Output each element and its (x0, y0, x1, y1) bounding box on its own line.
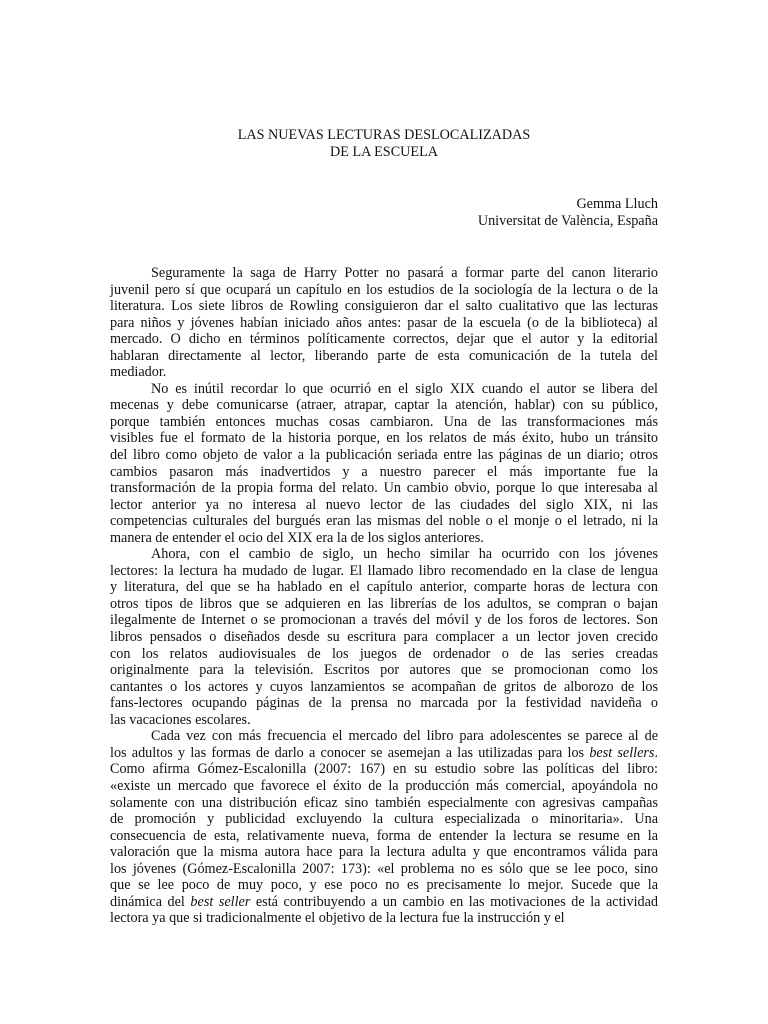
paragraph-line: mercado. O dicho en términos políticamente correctos, dejar que el autor y la editorial (110, 331, 658, 348)
paragraph-line: cambios pasaron más inadvertidos y a nuestro parecer el más importante fue la (110, 463, 658, 480)
paragraph-line: Ahora, con el cambio de siglo, un hecho similar ha ocurrido con los jóvenes (151, 546, 658, 563)
paragraph-line: juvenil pero sí que ocupará un capítulo en los estudios de la sociología de la lectura o de la (110, 281, 658, 298)
paragraph (110, 381, 658, 546)
title-line-1: LAS NUEVAS LECTURAS DESLOCALIZADAS (237, 127, 531, 143)
paragraph-line: transformación de la propia forma del relato. Un cambio obvio, porque lo que interesaba al (110, 480, 658, 497)
paragraph (110, 546, 658, 728)
paragraph (110, 728, 658, 927)
paragraph-line: del libro como objeto de valor a la publicación seriada entre las páginas de un diario; otros (110, 447, 658, 464)
paragraph-line: libros pensados o diseñados desde su escritura para complacer a un lector joven crecido (110, 629, 658, 646)
paragraph-line: y literatura, del que se ha hablado en el capítulo anterior, comparte horas de lectura con (110, 579, 658, 596)
paragraph-line: mediador. (110, 364, 167, 381)
paragraph-line: de promoción y publicidad excluyendo la cultura especializada o minoritaria». Una (110, 811, 658, 828)
paragraph-line: lector anterior ya no interesa al nuevo lector de las ciudades del siglo XIX, ni las (110, 496, 658, 513)
paragraph-line: Cada vez con más frecuencia el mercado del libro para adolescentes se parece al de (151, 728, 658, 745)
paragraph-line: hablaran directamente al lector, liberando parte de esta comunicación de la tutela del (110, 347, 658, 364)
paragraph-line: literatura. Los siete libros de Rowling consiguieron dar el salto cualitativo que las lecturas (110, 298, 658, 315)
paragraph-line: para niños y jóvenes habían iniciado años antes: pasar de la escuela (o de la biblioteca) al (110, 314, 658, 331)
paragraph-line: los adultos y las formas de darlo a conocer se asemejan a las utilizadas para los best sellers. (110, 744, 658, 761)
paragraph-line: las vacaciones escolares. (110, 711, 251, 728)
author-block (110, 196, 658, 230)
author-affiliation: Universitat de València, España (477, 213, 658, 229)
paragraph-line: ilegalmente de Internet o se promocionan a través del móvil y de los foros de lectores. Son (110, 612, 658, 629)
paragraph-line: Seguramente la saga de Harry Potter no pasará a formar parte del canon literario (151, 265, 658, 281)
paragraph-line: con los relatos audiovisuales de los juegos de ordenador o de las series creadas (110, 645, 658, 662)
paragraph-line: los jóvenes (Gómez-Escalonilla 2007: 173): «el problema no es sólo que se lee poco, sino (110, 860, 658, 877)
paragraph-line: No es inútil recordar lo que ocurrió en el siglo XIX cuando el autor se libera del (151, 380, 658, 397)
paragraph-line: dinámica del best seller está contribuyendo a un cambio en las motivaciones de la actividad (110, 893, 658, 910)
paragraph-line: competencias culturales del burgués eran las mismas del noble o el monje o el letrado, ni la (110, 513, 658, 530)
paragraph-line: solamente con una distribución eficaz sino también especialmente con agresivas campañas (110, 794, 658, 811)
paragraph-line: lectores: la lectura ha mudado de lugar. El llamado libro recomendado en la clase de lengua (110, 562, 658, 579)
paragraph-line: cantantes o los actores y cuyos lanzamientos se acompañan de gritos de alborozo de los (110, 678, 658, 695)
paragraph-line: mecenas y debe comunicarse (atraer, atrapar, captar la atención, hablar) con su público, (110, 397, 658, 414)
paragraph-line: porque también entonces muchas cosas cambiaron. Una de las transformaciones más (110, 413, 658, 430)
paragraph-line: valoración que la misma autora hace para la lectura adulta y que encontramos válida para (110, 844, 658, 861)
italic-term: best seller (190, 893, 251, 910)
paragraph-line: originalmente para la televisión. Escritos por autores que se promocionan como los (110, 662, 658, 679)
paragraph-line: visibles fue el formato de la historia porque, en los relatos de más éxito, hubo un tránsito (110, 430, 658, 447)
document-page (110, 127, 658, 927)
paragraph-line: «existe un mercado que favorece el éxito de la producción más comercial, apoyándola no (110, 777, 658, 794)
italic-term: best sellers (589, 744, 655, 761)
paragraph (110, 265, 658, 381)
paragraph-line: fans-lectores ocupando páginas de la prensa no marcada por la festividad navideña o (110, 695, 658, 712)
paragraph-line: Como afirma Gómez-Escalonilla (2007: 167) en su estudio sobre las políticas del libro: (110, 761, 658, 778)
document-title (110, 127, 658, 161)
title-line-2: DE LA ESCUELA (330, 144, 438, 160)
paragraph-line: consecuencia de esta, relativamente nueva, forma de entender la lectura se resume en la (110, 827, 658, 844)
paragraph-line: que se lee poco de muy poco, y ese poco no es precisamente lo mejor. Sucede que la (110, 877, 658, 894)
paragraph-line: manera de entender el ocio del XIX era la de los siglos anteriores. (110, 529, 484, 546)
paragraph-line: lectora ya que si tradicionalmente el objetivo de la lectura fue la instrucción y el (110, 910, 565, 927)
body-text (110, 265, 658, 927)
author-name: Gemma Lluch (576, 196, 658, 212)
paragraph-line: otros tipos de libros que se adquieren en las librerías de los adultos, se compran o bajan (110, 595, 658, 612)
